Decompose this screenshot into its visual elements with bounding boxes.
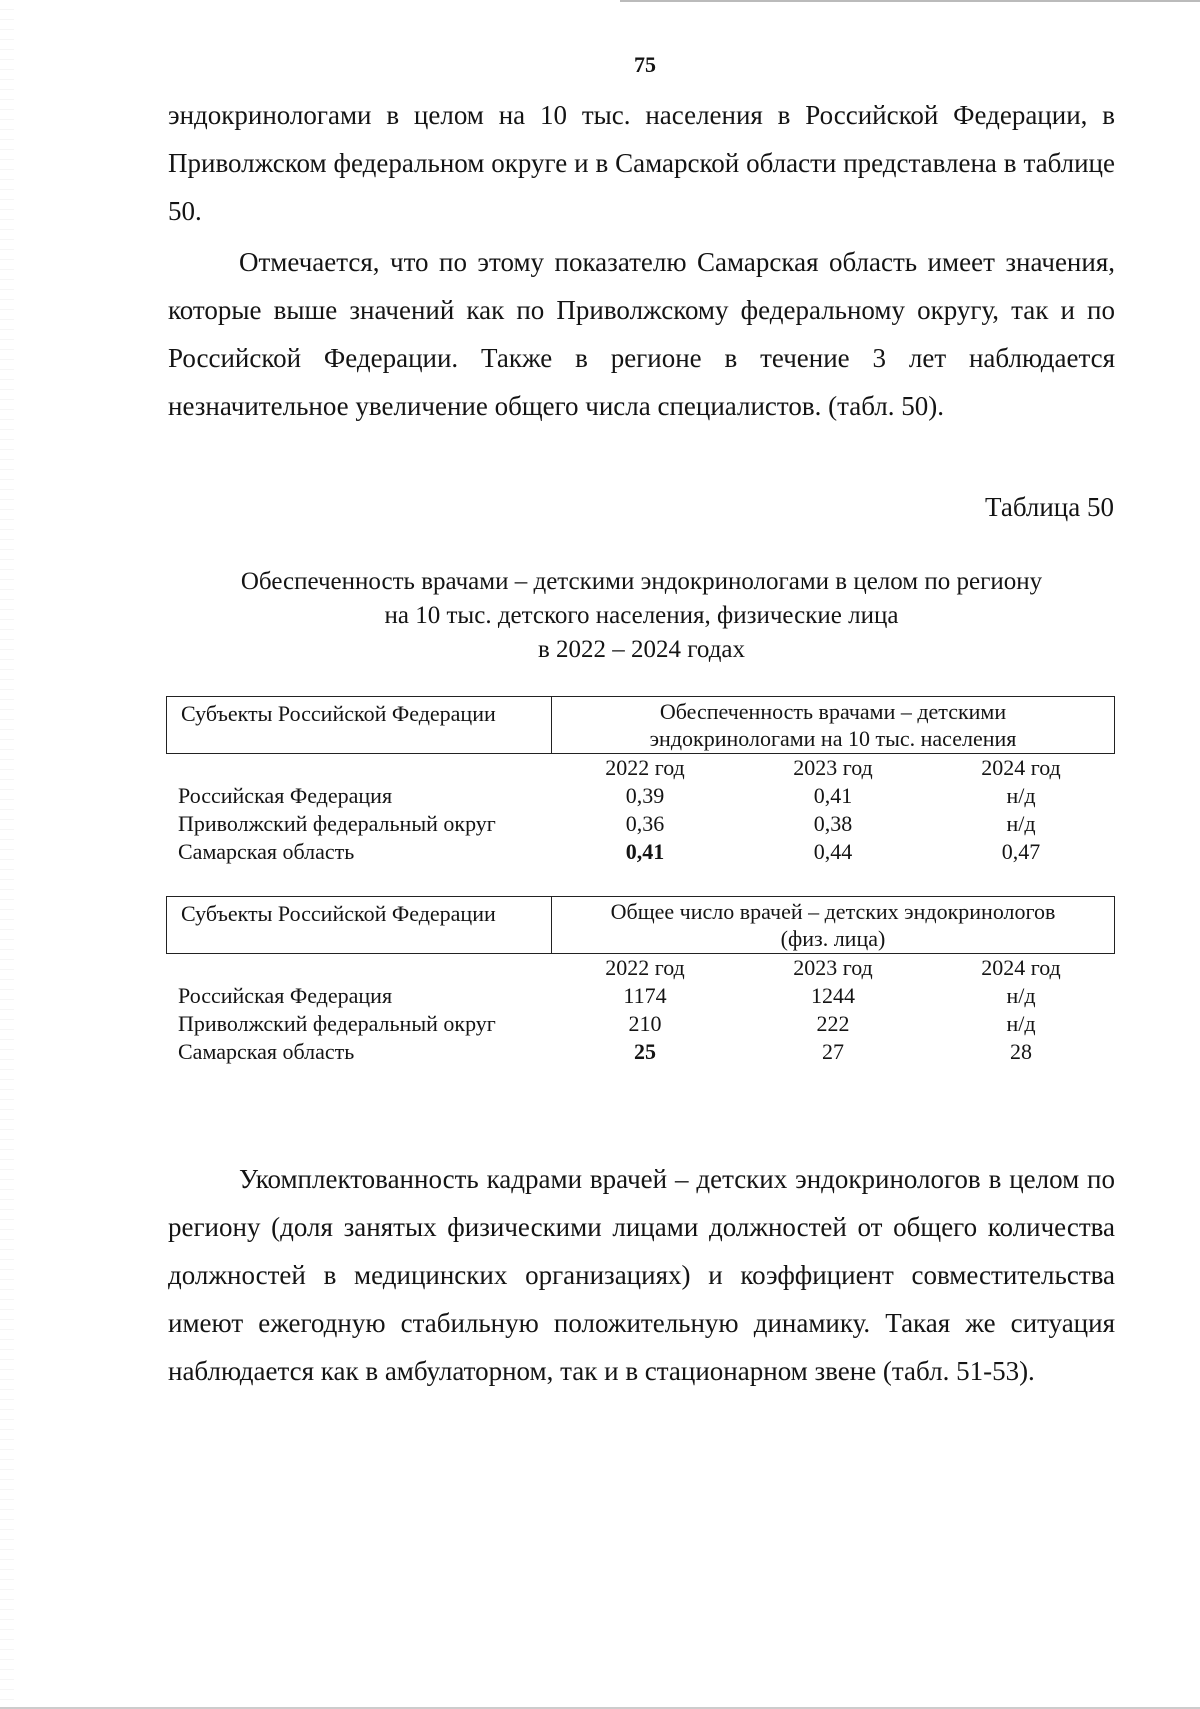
table-cell: 25 bbox=[634, 1039, 656, 1064]
metric-header-line: эндокринологами на 10 тыс. населения bbox=[649, 726, 1017, 751]
table-cell: 1244 bbox=[811, 983, 855, 1008]
region-name: Российская Федерация bbox=[178, 983, 393, 1008]
year-label: 2023 год bbox=[793, 755, 873, 780]
table-cell: 0,41 bbox=[813, 783, 853, 808]
metric-header-line: Обеспеченность врачами – детскими bbox=[659, 699, 1007, 724]
table-cell: 0,36 bbox=[625, 811, 665, 836]
table-cell: н/д bbox=[1006, 1011, 1036, 1036]
year-row-spacer bbox=[166, 754, 551, 782]
table-title-line: на 10 тыс. детского населения, физические лица bbox=[384, 602, 899, 629]
table-row bbox=[166, 1038, 1115, 1066]
scan-margin-noise bbox=[0, 0, 14, 1709]
table-row bbox=[166, 982, 1115, 1010]
table-label: Таблица 50 bbox=[985, 492, 1114, 522]
paragraph-staffing: Укомплектованность кадрами врачей – детских эндокринологов в целом по региону (доля занятых физическими лицами должностей от общего количества должностей в медицинских организациях) и коэффициент совместительства имеют ежегодную стабильную положительную динамику. Такая же ситуация наблюдается как в амбулаторном, так и в стационарном звене (табл. 51-53). bbox=[168, 1164, 1115, 1386]
table-title-line: Обеспеченность врачами – детскими эндокринологами в целом по региону bbox=[240, 568, 1043, 595]
table-row bbox=[166, 1010, 1115, 1038]
paragraph-observation: Отмечается, что по этому показателю Самарская область имеет значения, которые выше значений как по Приволжскому федеральному округу, так и по Российской Федерации. Также в регионе в течение 3 лет наблюдается незначительное увеличение общего числа специалистов. (табл. 50). bbox=[168, 247, 1115, 421]
year-label: 2024 год bbox=[981, 955, 1061, 980]
region-name: Самарская область bbox=[178, 839, 355, 864]
region-name: Российская Федерация bbox=[178, 783, 393, 808]
table-cell: 1174 bbox=[623, 983, 667, 1008]
table-row bbox=[166, 782, 1115, 810]
table-cell: 0,38 bbox=[813, 811, 853, 836]
table-cell: 210 bbox=[628, 1011, 662, 1036]
metric-column-header bbox=[552, 697, 1114, 753]
scan-top-edge bbox=[620, 0, 1200, 2]
region-name: Приволжский федеральный округ bbox=[178, 1011, 496, 1036]
year-row-spacer bbox=[166, 954, 551, 982]
table-header bbox=[166, 896, 1115, 954]
table-density bbox=[166, 696, 1115, 866]
table-count bbox=[166, 896, 1115, 1066]
table-header bbox=[166, 696, 1115, 754]
paragraph-intro: эндокринологами в целом на 10 тыс. населения в Российской Федерации, в Приволжском федеральном округе и в Самарской области представлена в таблице 50. bbox=[168, 100, 1115, 226]
year-label: 2022 год bbox=[605, 955, 685, 980]
subject-column-header: Субъекты Российской Федерации bbox=[167, 897, 552, 953]
table-cell: 222 bbox=[816, 1011, 850, 1036]
table-cell: 0,47 bbox=[1001, 839, 1041, 864]
table-cell: н/д bbox=[1006, 783, 1036, 808]
table-cell: н/д bbox=[1006, 811, 1036, 836]
year-label: 2022 год bbox=[605, 755, 685, 780]
table-cell: 28 bbox=[1010, 1039, 1032, 1064]
subject-column-header: Субъекты Российской Федерации bbox=[167, 697, 552, 753]
table-cell: 0,41 bbox=[625, 839, 665, 864]
page-number: 75 bbox=[634, 52, 656, 77]
metric-column-header bbox=[552, 897, 1114, 953]
metric-header-line: Общее число врачей – детских эндокринологов bbox=[610, 899, 1056, 924]
year-header-row bbox=[166, 754, 1115, 782]
table-cell: 0,39 bbox=[625, 783, 665, 808]
table-cell: 0,44 bbox=[813, 839, 853, 864]
table-cell: н/д bbox=[1006, 983, 1036, 1008]
table-cell: 27 bbox=[822, 1039, 844, 1064]
table-row bbox=[166, 810, 1115, 838]
table-title bbox=[168, 565, 1115, 667]
year-header-row bbox=[166, 954, 1115, 982]
region-name: Приволжский федеральный округ bbox=[178, 811, 496, 836]
metric-header-line: (физ. лица) bbox=[780, 926, 886, 951]
region-name: Самарская область bbox=[178, 1039, 355, 1064]
table-title-line: в 2022 – 2024 годах bbox=[537, 636, 746, 663]
year-label: 2024 год bbox=[981, 755, 1061, 780]
year-label: 2023 год bbox=[793, 955, 873, 980]
table-row bbox=[166, 838, 1115, 866]
